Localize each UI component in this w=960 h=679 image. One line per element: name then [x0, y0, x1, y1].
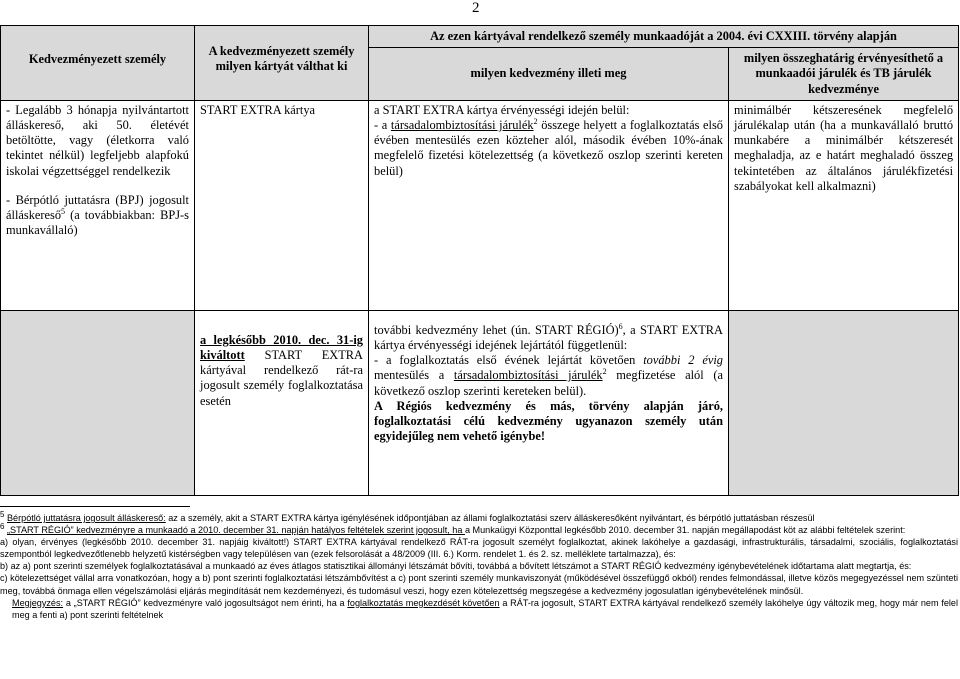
- header-law-basis: Az ezen kártyával rendelkező személy munkaadóját a 2004. évi CXXIII. törvény alapján: [369, 26, 959, 48]
- header-card-type: A kedvezményezett személy milyen kártyát válthat ki: [195, 26, 369, 101]
- header-benefit: milyen kedvezmény illeti meg: [369, 48, 729, 101]
- card-type-cell: START EXTRA kártya: [195, 100, 369, 310]
- beneficiary-condition-2: - Bérpótló juttatásra (BPJ) jogosult álláskereső$^5$ (a továbbiakban: BPJ-s munkavállaló): [6, 192, 189, 238]
- table-row: [1, 310, 959, 495]
- footnote-6-c: c) kötelezettséget vállal arra vonatkozóan, hogy a b) pont szerinti foglalkoztatási létszámbővítést a c) pont szerinti személy munkaviszonyát (működésével összefüggő okból) rendes felmondással, illetve közös megegyezéssel nem szünteti meg, továbbá önmaga ellen végelszámolási eljárás megindítását nem kezdeményezi, és tudomásul veszi, hogy ezen kötelezettség megszegése a kedvezmény jogosulatlan igénybevételének minősül.: [0, 573, 958, 596]
- page-number: 2: [472, 0, 480, 16]
- footnote-note: Megjegyzés: a „START RÉGIÓ” kedvezményre való jogosultságot nem érinti, ha a foglalkoztatás megkezdését követően a RÁT-ra jogosult, START EXTRA kártyával rendelkező személy lakóhelye úgy változik meg, hogy már nem felel meg a fenti a) pont szerinti feltételnek: [12, 597, 958, 620]
- footnote-divider: [0, 506, 190, 507]
- header-limit: milyen összeghatárig érvényesíthető a munkaadói járulék és TB járulék kedvezménye: [729, 48, 959, 101]
- benefits-table: [0, 25, 959, 496]
- warning-text: A Régiós kedvezmény és más, törvény alapján járó, foglalkoztatási célú kedvezmény ugyanazon személy után egyidejűleg nem vehető igénybe!: [374, 398, 723, 444]
- table-header-row: [1, 26, 959, 48]
- footnotes: [0, 509, 958, 621]
- footnote-6: $^6$ „START RÉGIÓ” kedvezményre a munkaadó a 2010. december 31. napján hatályos feltételek szerint jogosult, ha a Munkaügyi Központtal legkésőbb 2010. december 31. napján megállapodást köt az alábbi feltételek szerint:: [0, 522, 906, 536]
- empty-cell: [1, 310, 195, 495]
- benefit-cell: a START EXTRA kártya érvényességi idején belül: - a társadalombiztosítási járulék$^2$ összege helyett a foglalkoztatás első évében mentesülés ezen közteher alól, második évében 10%-ának megfelelő fizetési kötelezettség (a következő oszlop szerinti kereten belül): [369, 100, 729, 310]
- card-condition-cell: a legkésőbb 2010. dec. 31-ig kiváltott START EXTRA kártyával rendelkező rát-ra jogosult személy foglalkoztatása esetén: [195, 310, 369, 495]
- footnote-6-b: b) az a) pont szerinti személyek foglalkoztatásával a munkaadó az éves átlagos statisztikai állományi létszámát bővíti, továbbá a bővített létszámot a START RÉGIÓ kedvezmény igénybevételének időtartama alatt megtartja, és:: [0, 561, 912, 572]
- region-benefit-cell: további kedvezmény lehet (ún. START RÉGIÓ)$^6$, a START EXTRA kártya érvényességi idejének lejártától függetlenül: - a foglalkoztatás első évének lejártát követően további 2 évig mentesülés a társadalombiztosítási járulék$^2$ megfizetése alól (a következő oszlop szerinti kereteken belül). A Régiós kedvezmény és más, törvény alapján járó, foglalkoztatási célú kedvezmény ugyanazon személy után egyidejűleg nem vehető igénybe!: [369, 310, 729, 495]
- footnote-5: $^5$ Bérpótló juttatásra jogosult álláskereső: az a személy, akit a START EXTRA kártya igénylésének időpontjában az állami foglalkoztatási szerv álláskeresőként nyilvántart, és bérpótló juttatásban részesül: [0, 509, 815, 523]
- header-beneficiary: Kedvezményezett személy: [1, 26, 195, 101]
- beneficiary-condition-1: - Legalább 3 hónapja nyilvántartott álláskereső, aki 50. életévét betöltötte, vagy (életkorra való tekintet nélkül) legfeljebb alapfokú iskolai végzettséggel rendelkezik: [6, 102, 189, 178]
- empty-cell: [729, 310, 959, 495]
- limit-cell: minimálbér kétszeresének megfelelő járulékalap után (ha a munkavállaló bruttó munkabére a minimálbér kétszeresét meghaladja, az e határt meghaladó összeg tekintetében az általános járulékfizetési szabályokat kell alkalmazni): [729, 100, 959, 310]
- table-row: [1, 100, 959, 310]
- footnote-6-a: a) olyan, érvényes (legkésőbb 2010. december 31. napjáig kiváltott!) START EXTRA kártyával rendelkező RÁT-ra jogosult személyt foglalkoztat, akinek lakóhelye a gazdasági, infrastrukturális, társadalmi, szociális, foglalkoztatási szempontból legkedvezőtlenebb helyzetű kistérségben vagy településen van (ezek felsorolását a 48/2009 (III. 6.) Korm. rendelet 1. és 2. sz. melléklete tartalmazza), és:: [0, 537, 958, 560]
- beneficiary-cell: [1, 100, 195, 310]
